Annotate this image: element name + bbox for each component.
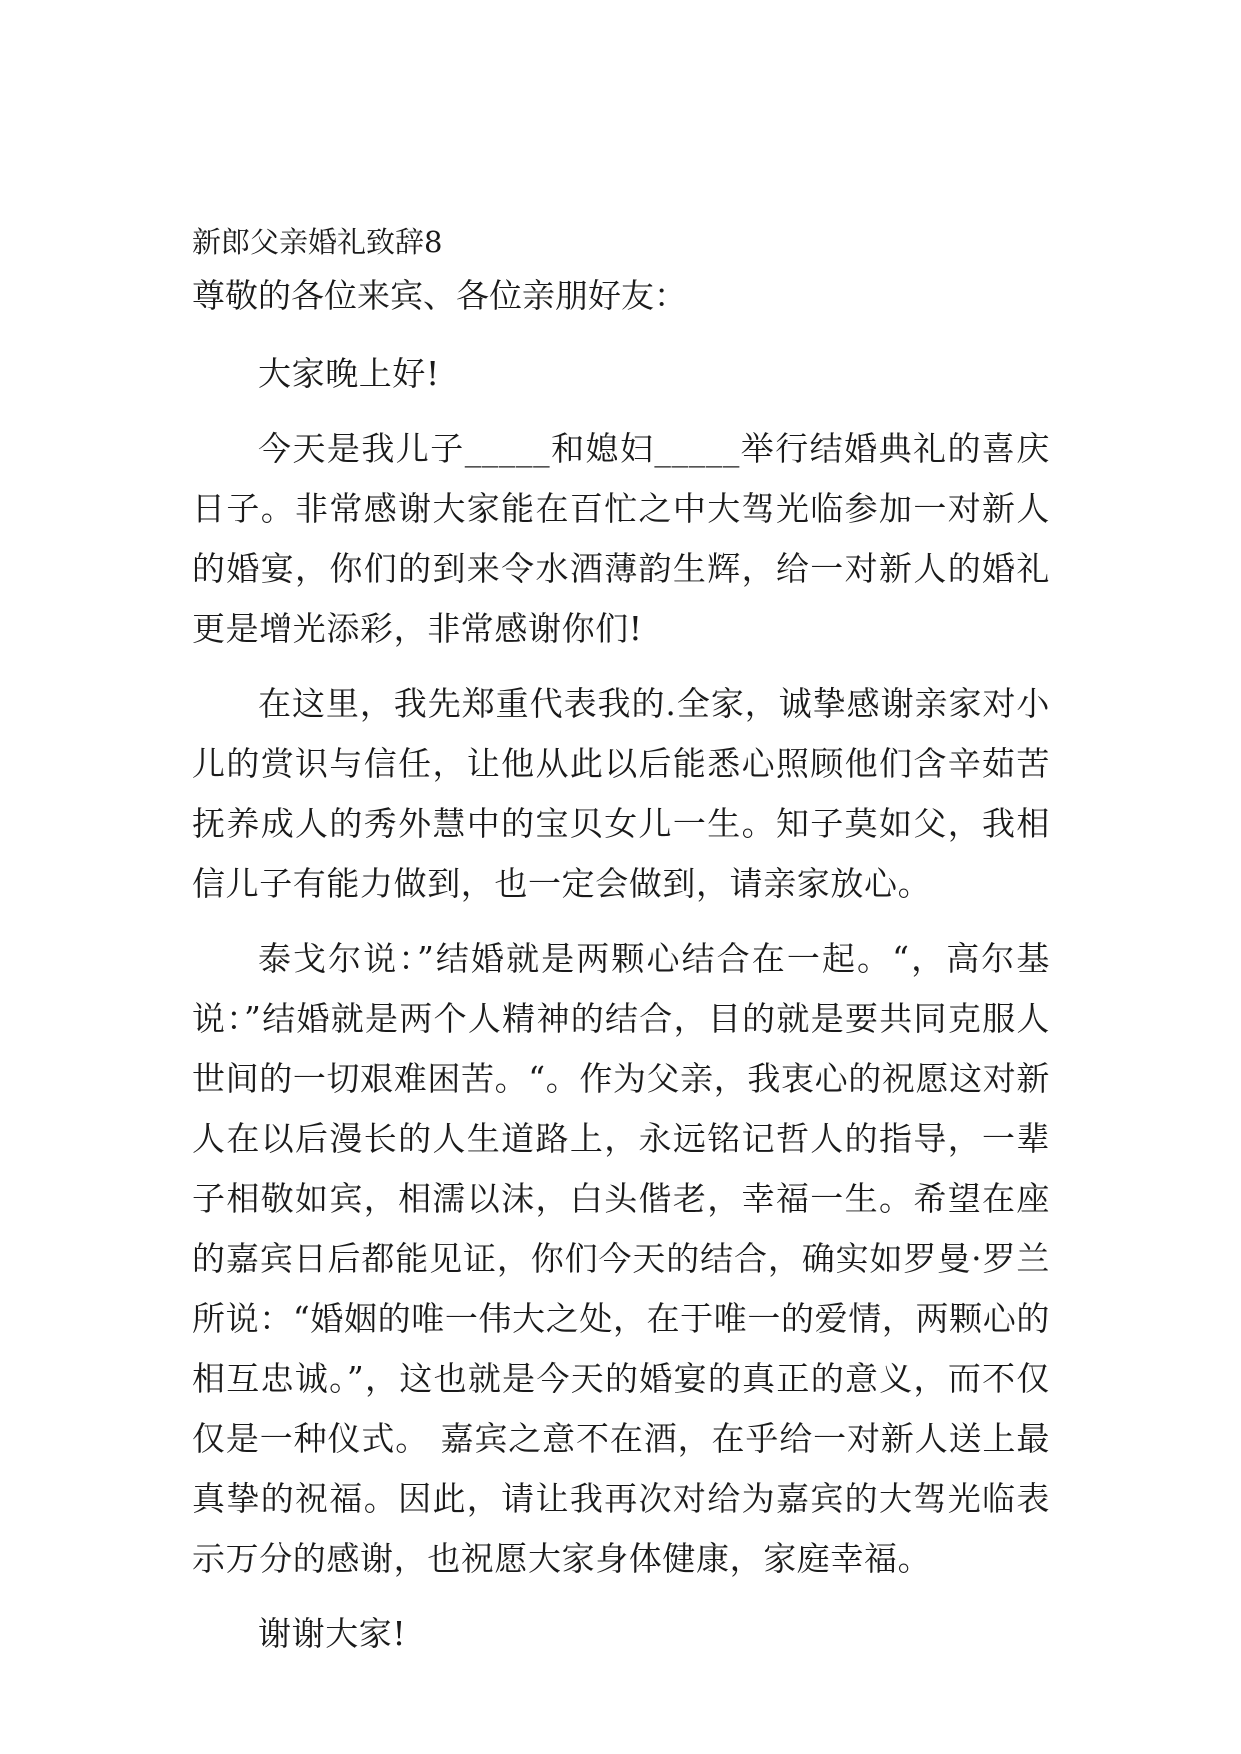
paragraph-thanks: 今天是我儿子_____和媳妇_____举行结婚典礼的喜庆日子。非常感谢大家能在百忙之中大驾光临参加一对新人的婚宴，你们的到来令水酒薄韵生辉，给一对新人的婚礼更是增光添彩，非常感谢你们! [192,429,1050,648]
salutation: 尊敬的各位来宾、各位亲朋好友： [192,276,687,315]
paragraph-family-gratitude: 在这里，我先郑重代表我的.全家，诚挚感谢亲家对小儿的赏识与信任，让他从此以后能悉心照顾他们含辛茹苦抚养成人的秀外慧中的宝贝女儿一生。知子莫如父，我相信儿子有能力做到，也一定会做到，请亲家放心。 [192,684,1050,903]
document-page [192,216,1050,1679]
paragraph-greeting: 大家晚上好! [258,354,440,393]
document-title: 新郎父亲婚礼致辞8 [192,225,443,259]
paragraph-blessing: 泰戈尔说：”结婚就是两颗心结合在一起。“，高尔基说：”结婚就是两个人精神的结合，目的就是要共同克服人世间的一切艰难困苦。“。作为父亲，我衷心的祝愿这对新人在以后漫长的人生道路上，永远铭记哲人的指导，一辈子相敬如宾，相濡以沫，白头偕老，幸福一生。希望在座的嘉宾日后都能见证，你们今天的结合，确实如罗曼·罗兰所说：“婚姻的唯一伟大之处，在于唯一的爱情，两颗心的相互忠诚。”，这也就是今天的婚宴的真正的意义，而不仅仅是一种仪式。 嘉宾之意不在酒，在乎给一对新人送上最真挚的祝福。因此，请让我再次对给为嘉宾的大驾光临表示万分的感谢，也祝愿大家身体健康，家庭幸福。 [192,939,1050,1578]
paragraph-closing: 谢谢大家! [258,1614,407,1653]
